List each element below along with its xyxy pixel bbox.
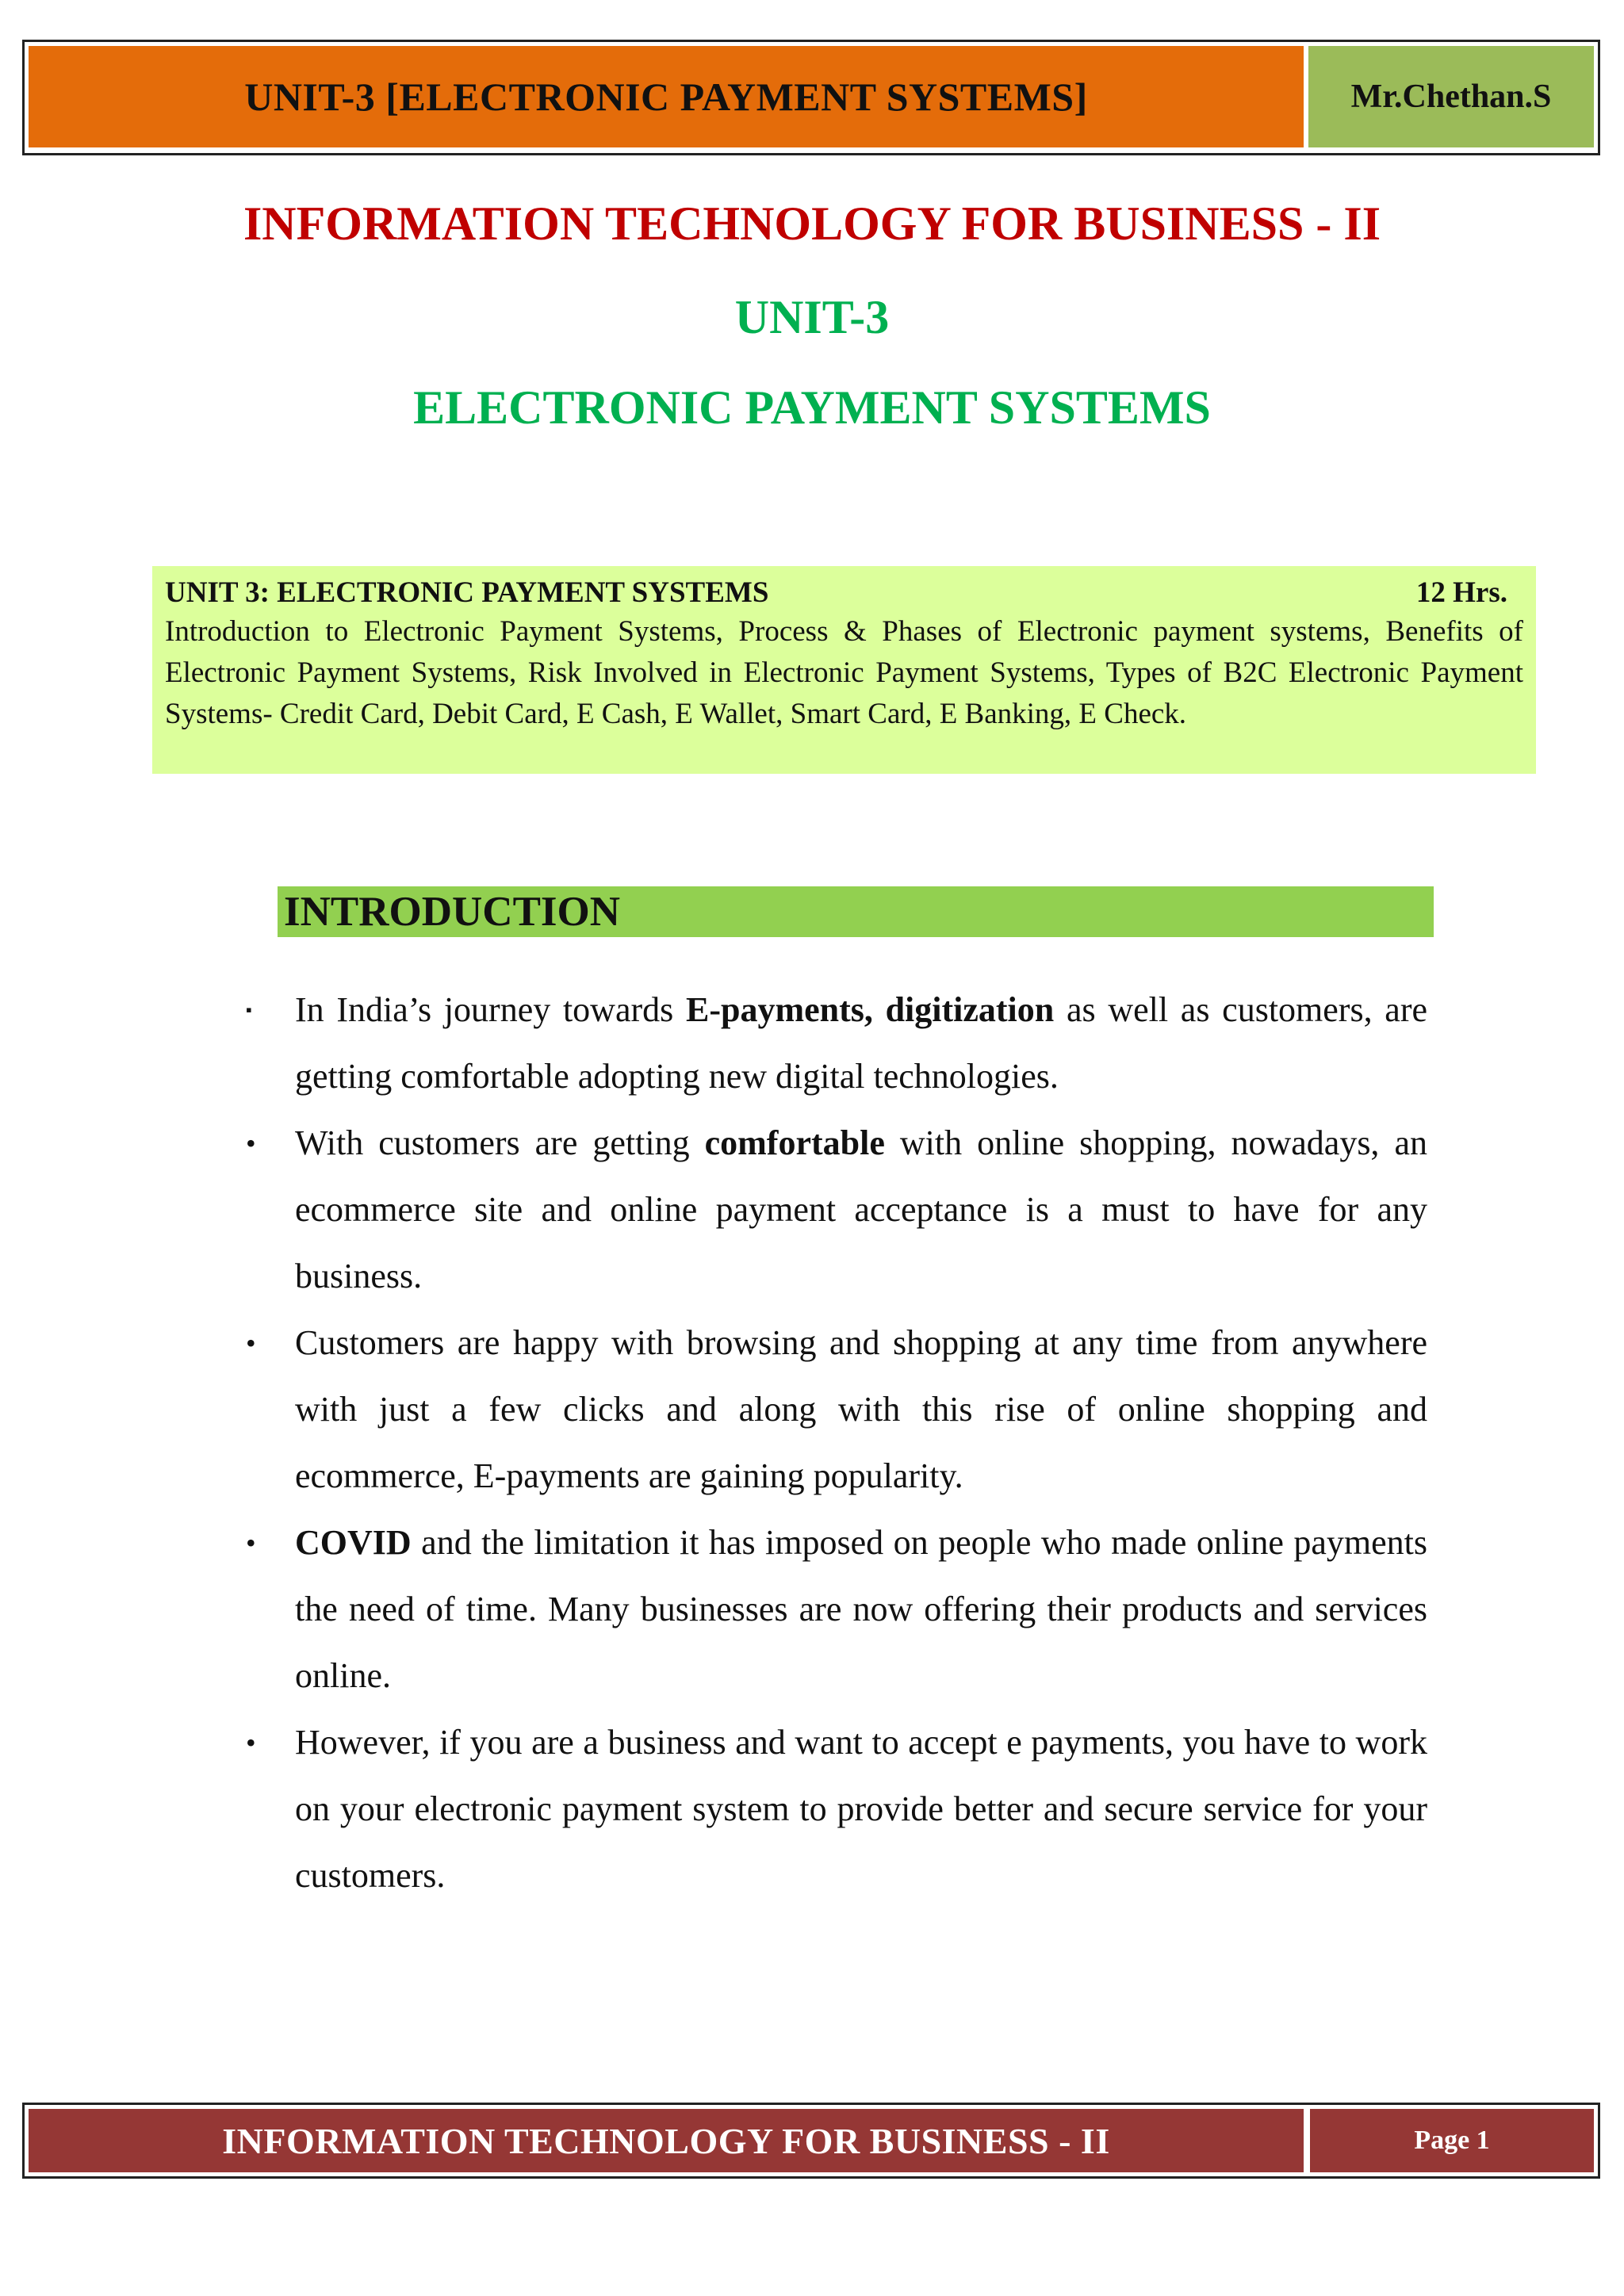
dot-bullet-icon: • [246,1127,256,1159]
introduction-heading-bar [278,886,1434,937]
syllabus-header [165,576,1523,610]
page-number: Page 1 [1414,2126,1490,2155]
bullet-item [238,1510,1427,1709]
unit-title: UNIT-3 [734,291,890,343]
syllabus-hours: 12 Hrs. [1415,576,1507,609]
topic-title: ELECTRONIC PAYMENT SYSTEMS [413,381,1211,434]
syllabus-body: Introduction to Electronic Payment Systems, Process & Phases of Electronic payment systems, Benefits of Electronic Payment Systems, Risk Involved in Electronic Payment Systems, Types of B2C Electronic Payment Systems- Credit Card, Debit Card, E Cash, E Wallet, Smart Card, E Banking, E Check. [165,615,1523,730]
dot-bullet-icon: • [246,1527,256,1559]
header-unit-banner [29,46,1304,147]
square-bullet-icon: ▪ [246,1000,252,1020]
bullet-item [238,1310,1427,1510]
bullet-bold-text: COVID [295,1523,412,1562]
dot-bullet-icon: • [246,1727,256,1758]
header-author-banner [1308,46,1594,147]
bullet-item [238,1110,1427,1310]
footer-course-title: INFORMATION TECHNOLOGY FOR BUSINESS - II [222,2120,1110,2161]
bullet-item [238,977,1427,1110]
bullet-text: However, if you are a business and want to accept e payments, you have to work on your electronic payment system to provide better and secure service for your customers. [295,1723,1427,1895]
introduction-bullet-list [238,977,1427,1909]
course-title: INFORMATION TECHNOLOGY FOR BUSINESS - II [243,197,1381,250]
bullet-text: as well as customers, are getting comfortable adopting new digital technologies. [295,990,1427,1096]
bullet-bold-text: E-payments, digitization [685,990,1055,1029]
syllabus-heading: UNIT 3: ELECTRONIC PAYMENT SYSTEMS [165,576,769,609]
introduction-heading: INTRODUCTION [284,889,621,935]
footer-page-banner [1310,2109,1594,2172]
syllabus-box [152,566,1536,774]
bullet-bold-text: comfortable [704,1123,885,1162]
header-author: Mr.Chethan.S [1350,78,1552,115]
bullet-text: Customers are happy with browsing and shopping at any time from anywhere with just a few clicks and along with this rise of online shopping and ecommerce, E-payments are gaining popularity. [295,1323,1427,1495]
bullet-text: and the limitation it has imposed on people who made online payments the need of time. Many businesses are now offering their products and services online. [295,1523,1427,1695]
bullet-text: In India’s journey towards [295,990,686,1029]
bullet-text: With customers are getting [295,1123,705,1162]
bullet-text: with online shopping, nowadays, an ecommerce site and online payment acceptance is a must to have for any business. [295,1123,1427,1295]
footer-course-banner [29,2109,1304,2172]
header-unit-title: UNIT-3 [ELECTRONIC PAYMENT SYSTEMS] [244,75,1088,119]
bullet-item [238,1709,1427,1909]
dot-bullet-icon: • [246,1327,256,1359]
